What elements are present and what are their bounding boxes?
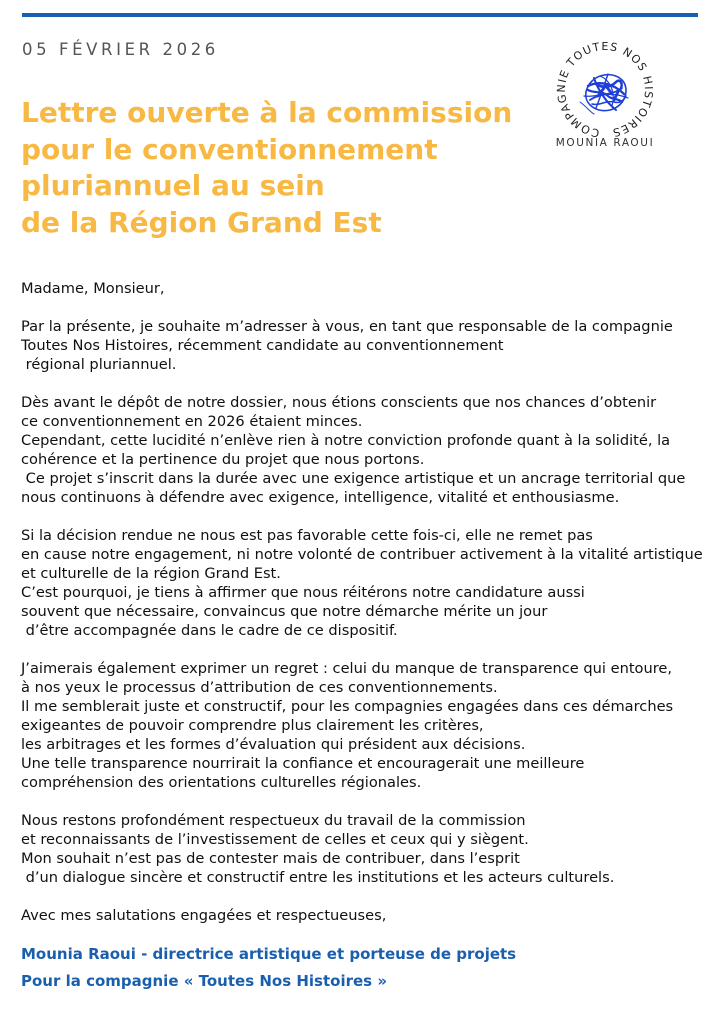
top-rule (22, 13, 698, 17)
paragraph-line: nous continuons à défendre avec exigence, intelligence, vitalité et enthousiasme. (21, 489, 620, 506)
paragraph (21, 317, 721, 374)
paragraph-line: ce conventionnement en 2026 étaient minces. (21, 413, 363, 430)
paragraph-line: en cause notre engagement, ni notre volonté de contribuer activement à la vitalité artistique (21, 546, 703, 563)
letter-date: 05 FÉVRIER 2026 (22, 40, 219, 59)
title-line: pour le conventionnement (21, 132, 438, 166)
paragraph-line: souvent que nécessaire, convaincus que notre démarche mérite un jour (21, 603, 548, 620)
paragraph-line: compréhension des orientations culturelles régionales. (21, 774, 422, 791)
paragraph-line: C’est pourquoi, je tiens à affirmer que nous réitérons notre candidature aussi (21, 584, 585, 601)
closing: Avec mes salutations engagées et respectueuses, (21, 907, 387, 924)
paragraph-line: d’être accompagnée dans le cadre de ce dispositif. (21, 622, 398, 639)
signature-company: Pour la compagnie « Toutes Nos Histoires » (21, 972, 388, 990)
paragraph-line: régional pluriannuel. (21, 356, 177, 373)
paragraph-line: les arbitrages et les formes d’évaluation qui président aux décisions. (21, 736, 526, 753)
paragraph-line: à nos yeux le processus d’attribution de ces conventionnements. (21, 679, 498, 696)
paragraph-line: Par la présente, je souhaite m’adresser à vous, en tant que responsable de la compagnie (21, 318, 673, 335)
paragraph-line: Ce projet s’inscrit dans la durée avec une exigence artistique et un ancrage territorial que (21, 470, 686, 487)
paragraph-line: Une telle transparence nourrirait la confiance et encouragerait une meilleure (21, 755, 585, 772)
company-logo (550, 40, 660, 156)
paragraph-line: Toutes Nos Histoires, récemment candidate au conventionnement (21, 337, 504, 354)
paragraph (21, 811, 721, 887)
logo-caption: MOUNIA RAOUI (555, 137, 655, 149)
paragraph-line: cohérence et la pertinence du projet que nous portons. (21, 451, 425, 468)
signature-name: Mounia Raoui - directrice artistique et porteuse de projets (21, 945, 517, 963)
paragraph-line: d’un dialogue sincère et constructif entre les institutions et les acteurs culturels. (21, 869, 615, 886)
signature-block (21, 941, 516, 995)
title-line: Lettre ouverte à la commission (21, 96, 513, 129)
paragraph (21, 659, 721, 792)
paragraph-line: exigeantes de pouvoir comprendre plus clairement les critères, (21, 717, 484, 734)
letter-body (21, 279, 721, 944)
paragraph-line: Cependant, cette lucidité n’enlève rien à notre conviction profonde quant à la solidité, la (21, 432, 671, 449)
paragraph-line: Il me semblerait juste et constructif, pour les compagnies engagées dans ces démarches (21, 698, 674, 715)
title-line: de la Région Grand Est (21, 205, 382, 239)
paragraph (21, 393, 721, 507)
paragraph (21, 526, 721, 640)
paragraph-line: et culturelle de la région Grand Est. (21, 565, 281, 582)
svg-text:COMPAGNIE TOUTES NOS HISTOIRES (555, 40, 655, 140)
paragraph-line: Mon souhait n’est pas de contester mais de contribuer, dans l’esprit (21, 850, 520, 867)
paragraph-line: J’aimerais également exprimer un regret : celui du manque de transparence qui entoure, (21, 660, 673, 677)
paragraph-line: Nous restons profondément respectueux du travail de la commission (21, 812, 526, 829)
paragraph-line: et reconnaissants de l’investissement de celles et ceux qui y siègent. (21, 831, 529, 848)
paragraph-line: Dès avant le dépôt de notre dossier, nous étions conscients que nos chances d’obtenir (21, 394, 657, 411)
logo-ring-text: COMPAGNIE TOUTES NOS HISTOIRES (554, 40, 656, 140)
title-line: pluriannuel au sein (21, 169, 325, 202)
paragraph-line: Si la décision rendue ne nous est pas favorable cette fois-ci, elle ne remet pas (21, 527, 593, 544)
salutation: Madame, Monsieur, (21, 280, 165, 297)
letter-title (21, 95, 541, 241)
scribble-globe-icon (550, 40, 660, 140)
